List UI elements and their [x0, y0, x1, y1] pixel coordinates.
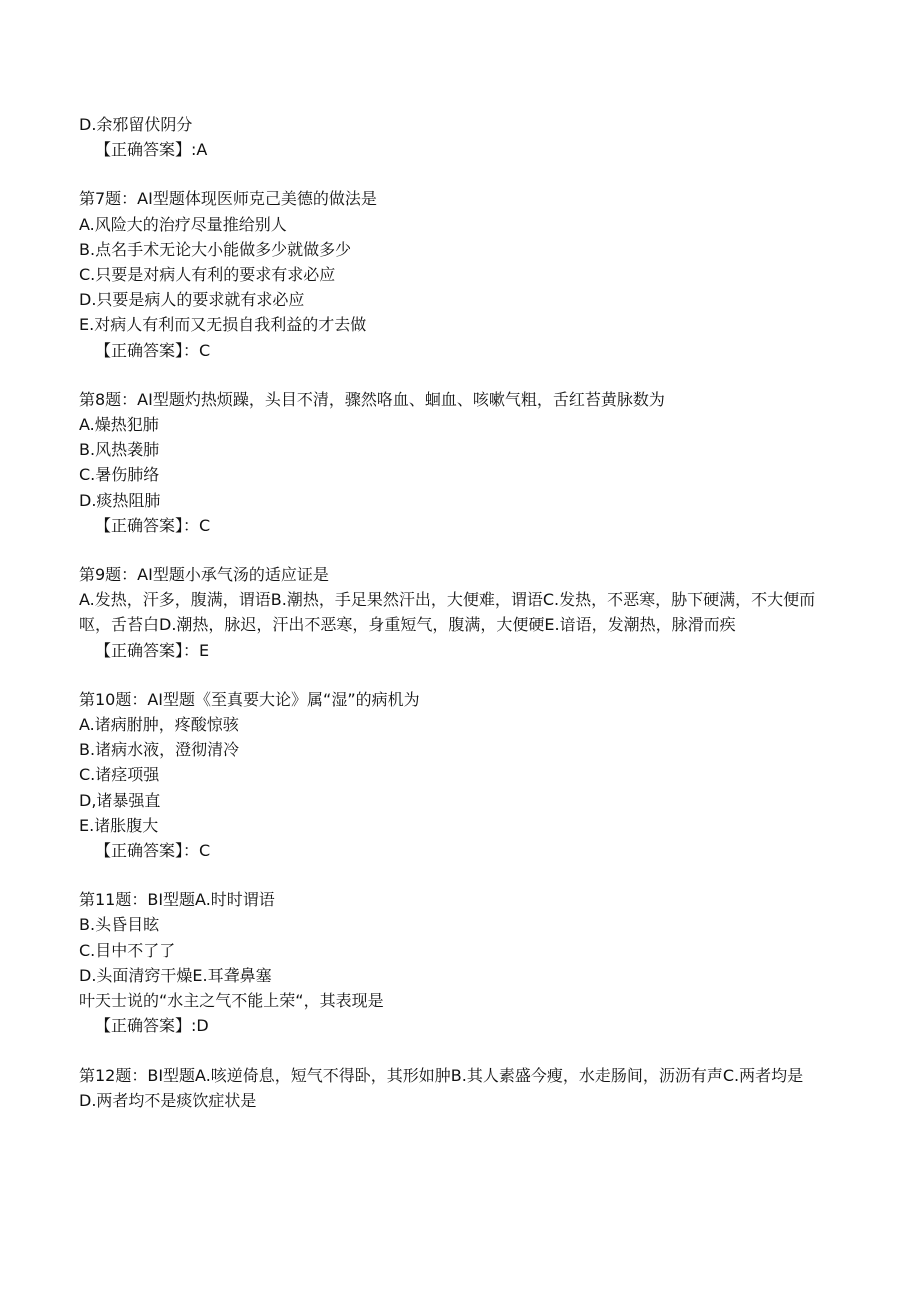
q12-option-d: D.两者均不是痰饮症状是 — [79, 1090, 257, 1110]
q11-option-de: D.头面清窍干燥E.耳聋鼻塞 — [79, 965, 272, 985]
q11-question: 叶天士说的“水主之气不能上荣“，其表现是 — [79, 991, 384, 1011]
q8-option-b: B.风热袭肺 — [79, 440, 160, 460]
q6-answer: 【正确答案】:A — [95, 140, 208, 160]
q10-answer: 【正确答案】：C — [95, 841, 211, 861]
spacer — [79, 663, 824, 687]
q10-option-b: B.诸病水液，澄彻清冷 — [79, 740, 240, 760]
q7-answer: 【正确答案】：C — [95, 340, 211, 360]
q11-option-c: C.目中不了了 — [79, 940, 176, 960]
q8-option-a: A.燥热犯肺 — [79, 415, 159, 435]
q7-option-e: E.对病人有利而又无损自我利益的才去做 — [79, 315, 367, 335]
spacer — [79, 162, 824, 186]
question-list — [79, 112, 824, 1113]
q7-option-a: A.风险大的治疗尽量推给别人 — [79, 214, 287, 234]
q10-stem: 第10题：AI型题《至真要大论》属“湿”的病机为 — [79, 689, 420, 709]
spacer — [79, 538, 824, 562]
q11-option-b: B.头昏目眩 — [79, 915, 160, 935]
q10-option-e: E.诸胀腹大 — [79, 815, 159, 835]
q9-stem: 第9题：AI型题小承气汤的适应证是 — [79, 565, 329, 585]
q10-option-c: C.诸痉项强 — [79, 765, 160, 785]
q8-option-d: D.痰热阻肺 — [79, 490, 161, 510]
q7-option-b: B.点名手术无论大小能做多少就做多少 — [79, 239, 352, 259]
q11-stem: 第11题：BI型题A.时时谓语 — [79, 890, 275, 910]
q8-stem: 第8题：AI型题灼热烦躁，头目不清，骤然咯血、蛔血、咳嗽气粗，舌红苔黄脉数为 — [79, 389, 665, 409]
q9-options: A.发热，汗多，腹满，谓语B.潮热，手足果然汗出，大便难，谓语C.发热，不恶寒，胁下硬满，不大便而呕，舌苔白D.潮热，脉迟，汗出不恶寒，身重短气，腹满，大便硬E.谙语，发潮热，脉滑而疾 — [79, 590, 816, 635]
spacer — [79, 1039, 824, 1063]
q7-stem: 第7题：AI型题体现医师克己美德的做法是 — [79, 189, 377, 209]
q6-option-d: D.余邪留伏阴分 — [79, 115, 193, 134]
q7-option-c: C.只要是对病人有利的要求有求必应 — [79, 265, 336, 285]
q9-answer: 【正确答案】：E — [95, 640, 210, 660]
q8-option-c: C.暑伤肺络 — [79, 465, 160, 485]
q10-option-a: A.诸病胕肿，疼酸惊骇 — [79, 715, 239, 735]
spacer — [79, 363, 824, 387]
spacer — [79, 863, 824, 887]
q7-option-d: D.只要是病人的要求就有求必应 — [79, 290, 305, 310]
q10-option-d: D,诸暴强直 — [79, 790, 161, 810]
q11-answer: 【正确答案】:D — [95, 1016, 209, 1036]
q12-stem: 第12题：BI型题A.咳逆倚息，短气不得卧，其形如肿B.其人素盛今瘦，水走肠间，沥沥有声C.两者均是 — [79, 1065, 804, 1085]
q8-answer: 【正确答案】：C — [95, 515, 211, 535]
